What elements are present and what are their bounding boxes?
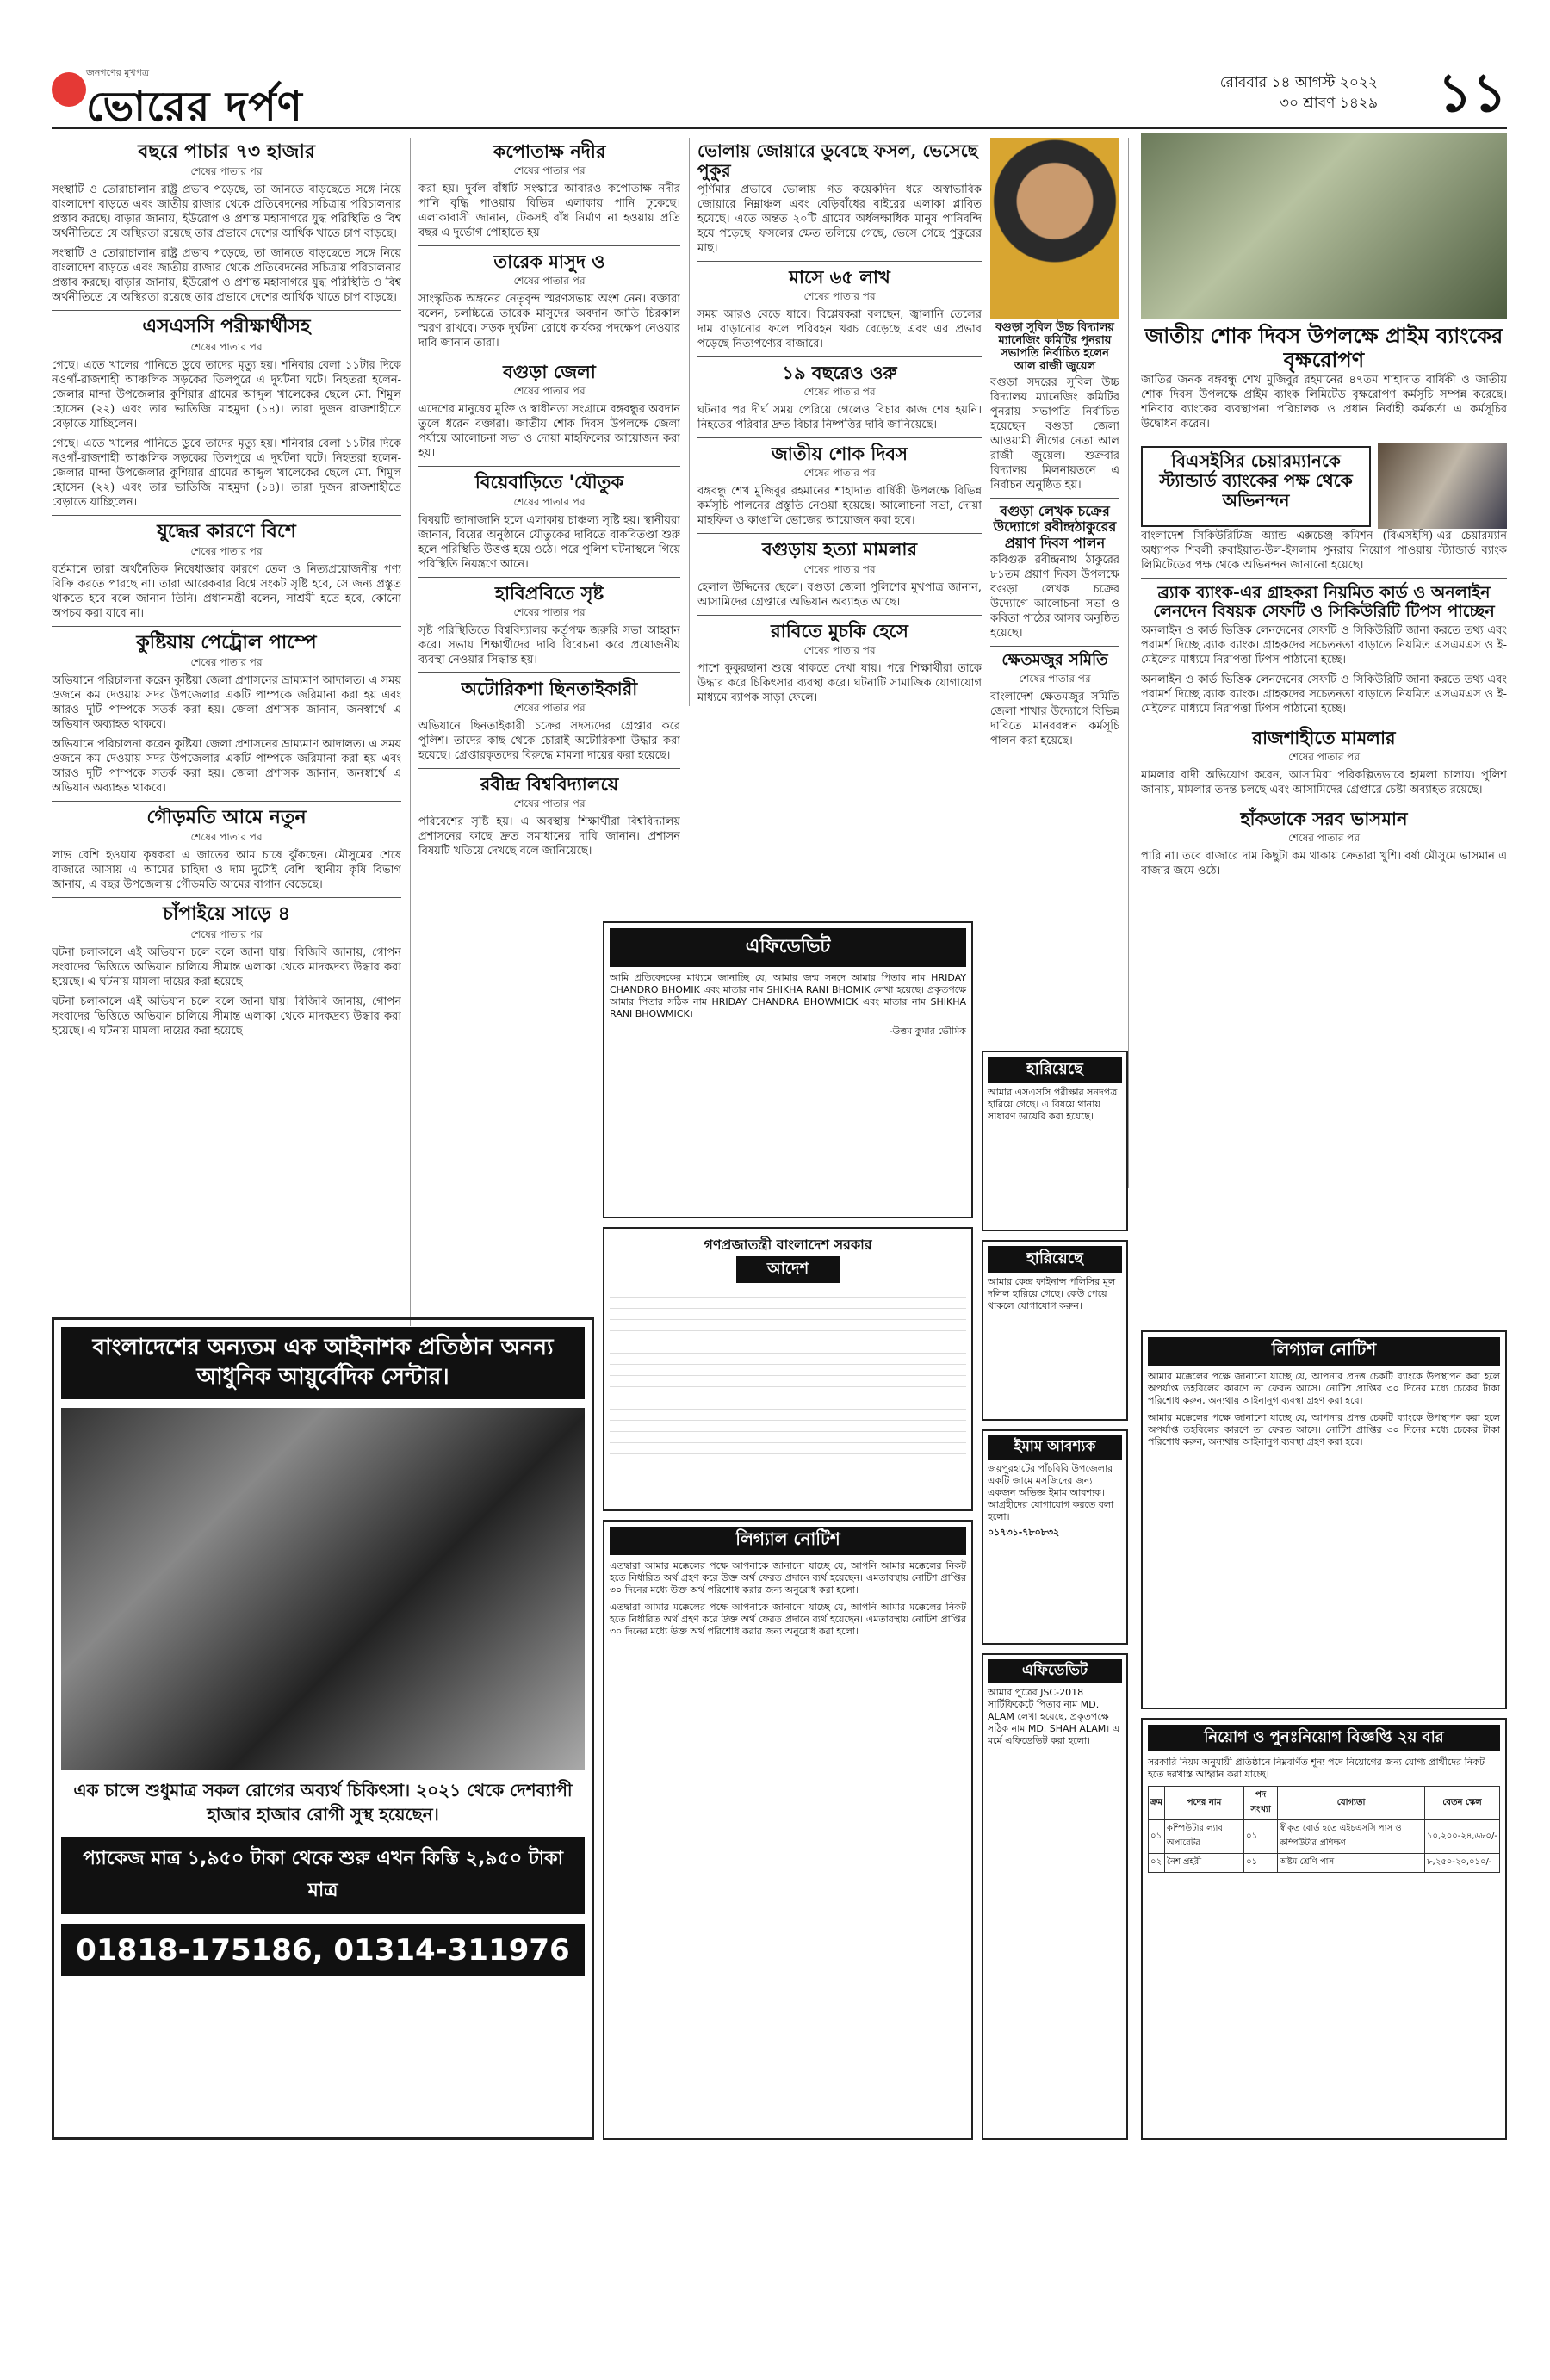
ad-body: জয়পুরহাটের পাঁচবিবি উপজেলার একটি জামে মসজিদের জন্য একজন অভিজ্ঞ ইমাম আবশ্যক। আগ্রহীদের যোগাযোগ করতে বলা হলো। <box>988 1463 1114 1522</box>
ad-body: আমার পুত্রের JSC-2018 সার্টিফিকেটে পিতার নাম MD. ALAM লেখা হয়েছে, প্রকৃতপক্ষে সঠিক নাম MD. SHAH ALAM। এ মর্মে এফিডেভিট করা হলো। <box>988 1687 1120 1746</box>
ad-title: লিগ্যাল নোটিশ <box>1148 1337 1500 1366</box>
ad-body: আমার কেন্দ্র ফাইনান্স পলিসির মূল দলিল হারিয়ে গেছে। কেউ পেয়ে থাকলে যোগাযোগ করুন। <box>988 1276 1116 1311</box>
story-body: হেলাল উদ্দিনের ছেলে। বগুড়া জেলা পুলিশের মুখপাত্র জানান, আসামিদের গ্রেপ্তারে অভিযান অব্যাহত আছে। <box>698 580 982 609</box>
sun-logo-icon <box>52 72 86 107</box>
ad-title: হারিয়েছে <box>988 1246 1122 1273</box>
logo-tagline: জনগণের মুখপত্র <box>86 67 150 78</box>
continued-label: শেষের পাতার পর <box>190 165 263 178</box>
story-body: বাংলাদেশ ক্ষেতমজুর সমিতি জেলা শাখার উদ্যোগে বিভিন্ন দাবিতে মানববন্ধন কর্মসূচি পালন করা হয়েছে। <box>990 690 1119 747</box>
ad-title: হারিয়েছে <box>988 1057 1122 1083</box>
column-3-stories <box>698 138 982 913</box>
story-title: রবীন্দ্র বিশ্ববিদ্যালয়ে <box>480 772 619 795</box>
story-body: ঘটনা চলাকালে এই অভিযান চলে বলে জানা যায়। বিজিবি জানায়, গোপন সংবাদের ভিত্তিতে অভিযান চালিয়ে সীমান্ত এলাকা থেকে মাদকদ্রব্য উদ্ধার করা হয়েছে। এ ঘটনায় মামলা দায়ের করা হয়েছে। <box>52 945 401 989</box>
continued-label: শেষের পাতার পর <box>513 164 586 177</box>
story-body: পাশে কুকুরছানা শুয়ে থাকতে দেখা যায়। পরে শিক্ষার্থীরা তাকে উদ্ধার করে চিকিৎসার ব্যবস্থা করে। ঘটনাটি সামাজিক যোগাযোগ মাধ্যমে ব্যাপক সাড়া ফেলে। <box>698 661 982 704</box>
table-header: পদ সংখ্যা <box>1244 1787 1278 1820</box>
story-title: জাতীয় শোক দিবস উপলক্ষে প্রাইম ব্যাংকের বৃক্ষরোপণ <box>1144 323 1504 372</box>
continued-label: শেষের পাতার পর <box>513 495 586 508</box>
ad-title: বাংলাদেশের অন্যতম এক আইনাশক প্রতিষ্ঠান অনন্য আধুনিক আয়ুর্বেদিক সেন্টার। <box>61 1327 585 1399</box>
story-body: কবিগুরু রবীন্দ্রনাথ ঠাকুরের ৮১তম প্রয়াণ দিবস উপলক্ষে বগুড়া লেখক চক্রের উদ্যোগে আলোচনা সভা ও কবিতা পাঠের আসর অনুষ্ঠিত হয়েছে। <box>990 553 1119 640</box>
lost-notice-ad-2 <box>982 1240 1128 1421</box>
story-body: অভিযানে পরিচালনা করেন কুষ্টিয়া জেলা প্রশাসনের ভ্রাম্যমাণ আদালত। এ সময় ওজনে কম দেওয়ায় সদর উপজেলার একটি পাম্পকে জরিমানা করা হয় এবং আরও দুটি পাম্পকে সতর্ক করা হয়। জেলা প্রশাসক জানান, জনস্বার্থে এ অভিযান অব্যাহত থাকবে। <box>52 674 401 732</box>
table-header: যোগ্যতা <box>1278 1787 1425 1820</box>
newspaper-name: ভোরের দর্পণ <box>86 83 303 131</box>
continued-label: শেষের পাতার পর <box>513 701 586 714</box>
tree-plantation-photo <box>1141 133 1507 319</box>
ad-phone: ০১৭৩১-৭৮০৮৩২ <box>988 1527 1060 1538</box>
story-body: অভিযানে পরিচালনা করেন কুষ্টিয়া জেলা প্রশাসনের ভ্রাম্যমাণ আদালত। এ সময় ওজনে কম দেওয়ায় সদর উপজেলার একটি পাম্পকে জরিমানা করা হয় এবং আরও দুটি পাম্পকে সতর্ক করা হয়। জেলা প্রশাসক জানান, জনস্বার্থে এ অভিযান অব্যাহত থাকবে। <box>52 738 401 796</box>
table-row: ০২ নৈশ প্রহরী ০১ অষ্টম শ্রেণি পাস ৮,২৫০-২০,০১০/- <box>1149 1854 1500 1873</box>
ad-body: আমি প্রতিবেদকের মাধ্যমে জানাচ্ছি যে, আমার জন্ম সনদে আমার পিতার নাম HRIDAY CHANDRO BHOMIK এবং মাতার নাম SHIKHA RANI BHOMIK লেখা হয়েছে। প্রকৃতপক্ষে আমার পিতার সঠিক নাম HRIDAY CHANDRA BHOWMICK এবং মাতার নাম SHIKHA RANI BHOWMICK। <box>610 972 966 1020</box>
ayurvedic-center-ad <box>52 1317 594 2140</box>
continued-label: শেষের পাতার পর <box>1287 832 1361 845</box>
ad-collage-image <box>61 1408 585 1770</box>
table-row: ০১ কম্পিউটার ল্যাব অপারেটর ০১ স্বীকৃত বোর্ড হতে এইচএসসি পাস ও কম্পিউটার প্রশিক্ষণ ১০,২০০-২৪,৬৮০/- <box>1149 1820 1500 1854</box>
portrait-photo <box>990 138 1119 319</box>
continued-label: শেষের পাতার পর <box>803 386 876 399</box>
story-body: বগুড়া সদরের সুবিল উচ্চ বিদ্যালয় ম্যানেজিং কমিটির পুনরায় সভাপতি নির্বাচিত হয়েছেন বগুড়া জেলা আওয়ামী লীগের নেতা আল রাজী জুয়েল। শুক্রবার বিদ্যালয় মিলনায়তনে এ নির্বাচন অনুষ্ঠিত হয়। <box>990 375 1119 492</box>
continued-label: শেষের পাতার পর <box>803 290 876 303</box>
story-body: পরিবেশের সৃষ্টি হয়। এ অবস্থায় শিক্ষার্থীরা বিশ্ববিদ্যালয় প্রশাসনের কাছে দ্রুত সমাধানের দাবি জানান। প্রশাসন বিষয়টি খতিয়ে দেখছে বলে জানিয়েছে। <box>418 815 680 858</box>
issue-dates <box>1220 72 1378 114</box>
story-title: যুদ্ধের কারণে বিশে <box>157 519 296 542</box>
affidavit-ad <box>603 921 973 1218</box>
story-title: বগুড়া লেখক চক্রের উদ্যোগে রবীন্দ্রঠাকুরের প্রয়াণ দিবস পালন <box>993 502 1117 551</box>
story-title: এসএসসি পরীক্ষার্থীসহ <box>142 315 311 338</box>
recruitment-ad <box>1141 1718 1507 2140</box>
column-5 <box>1141 133 1507 1322</box>
ad-price: প্যাকেজ মাত্র ১,৯৫০ টাকা থেকে শুরু এখন কিস্তি ২,৯৫০ টাকা মাত্র <box>61 1837 585 1914</box>
ad-title: লিগ্যাল নোটিশ <box>610 1527 966 1555</box>
story-body: বাংলাদেশ সিকিউরিটিজ অ্যান্ড এক্সচেঞ্জ কমিশন (বিএসইসি)-এর চেয়ারম্যান অধ্যাপক শিবলী রুবাইয়াত-উল-ইসলাম পুনরায় নিয়োগ পাওয়ায় স্ট্যান্ডার্ড ব্যাংক লিমিটেডের পক্ষ থেকে অভিনন্দন জানানো হয়েছে। <box>1141 530 1507 573</box>
photo-caption: বগুড়া সুবিল উচ্চ বিদ্যালয় ম্যানেজিং কমিটির পুনরায় সভাপতি নির্বাচিত হলেন আল রাজী জুয়েল <box>995 321 1114 373</box>
ad-title: এফিডেভিট <box>988 1659 1122 1683</box>
story-title: কপোতাক্ষ নদীর <box>493 140 606 162</box>
story-title: মাসে ৬৫ লাখ <box>789 266 890 288</box>
story-body: লাভ বেশি হওয়ায় কৃষকরা এ জাতের আম চাষে ঝুঁকছেন। মৌসুমের শেষে বাজারে আসায় এ আমের চাহিদা ও দাম দুটোই বেশি। স্থানীয় কৃষি বিভাগ জানায়, এ বছর উপজেলায় গৌড়মতি আমের বাগান বেড়েছে। <box>52 849 401 892</box>
ad-fine-print <box>610 1286 966 1459</box>
continued-label: শেষের পাতার পর <box>1287 751 1361 764</box>
continued-label: শেষের পাতার পর <box>190 544 263 557</box>
ad-title: এফিডেভিট <box>610 928 966 967</box>
story-title: ১৯ বছরেও ওরু <box>782 362 897 384</box>
story-title: জাতীয় শোক দিবস <box>772 443 908 465</box>
date-bn: রোববার ১৪ আগস্ট ২০২২ <box>1219 74 1378 91</box>
story-body: গেছে। এতে খালের পানিতে ডুবে তাদের মৃত্যু হয়। শনিবার বেলা ১১টার দিকে নওগাঁ-রাজশাহী আঞ্চলিক সড়কের তিলপুরে এ দুর্ঘটনা ঘটে। নিহতরা হলেন- জেলার মান্দা উপজেলার কুশিয়ার গ্রামের আব্দুল খালেকের ছেলে মো. শিমুল হোসেন (২২) এবং তার ভাতিজি মাহমুদা (১৪)। তারা দুজন রাজশাহীতে বেড়াতে যাচ্ছিলেন। <box>52 358 401 431</box>
ad-order-label: আদেশ <box>736 1256 840 1283</box>
story-body: মামলার বাদী অভিযোগ করেন, আসামিরা পরিকল্পিতভাবে হামলা চালায়। পুলিশ জানায়, মামলার তদন্ত চলছে এবং আসামিদের গ্রেপ্তারে চেষ্টা অব্যাহত রয়েছে। <box>1141 769 1507 797</box>
table-header: পদের নাম <box>1164 1787 1243 1820</box>
legal-notice-ad-1 <box>603 1520 973 2140</box>
recruitment-table <box>1148 1786 1500 1873</box>
continued-label: শেষের পাতার পর <box>190 927 263 940</box>
continued-label: শেষের পাতার পর <box>803 467 876 480</box>
story-title: অটোরিকশা ছিনতাইকারী <box>461 677 638 699</box>
ad-body: এতদ্বারা আমার মক্কেলের পক্ষে আপনাকে জানানো যাচ্ছে যে, আপনি আমার মক্কেলের নিকট হতে নির্ধারিত অর্থ গ্রহণ করে উক্ত অর্থ ফেরত প্রদানে ব্যর্থ হয়েছেন। এমতাবস্থায় নোটিশ প্রাপ্তির ৩০ দিনের মধ্যে উক্ত অর্থ পরিশোধ করার জন্য অনুরোধ করা হলো। <box>610 1602 966 1637</box>
story-body: বঙ্গবন্ধু শেখ মুজিবুর রহমানের শাহাদাত বার্ষিকী উপলক্ষে বিভিন্ন কর্মসূচি পালনের প্রস্তুতি নেওয়া হয়েছে। আলোচনা সভা, দোয়া মাহফিল ও কাঙালি ভোজের আয়োজন করা হবে। <box>698 485 982 528</box>
story-title: গৌড়মতি আমে নতুন <box>146 806 307 829</box>
story-body: বিষয়টি জানাজানি হলে এলাকায় চাঞ্চল্য সৃষ্টি হয়। স্থানীয়রা জানান, বিয়ের অনুষ্ঠানে যৌতুকের দাবিতে বাকবিতণ্ডা শুরু হলে পরিস্থিতি উত্তপ্ত হয়ে ওঠে। পরে পুলিশ ঘটনাস্থলে গিয়ে পরিস্থিতি নিয়ন্ত্রণে আনে। <box>418 513 680 571</box>
story-body: অনলাইন ও কার্ড ভিত্তিক লেনদেনের সেফটি ও সিকিউরিটি জানা করতে তথ্য এবং পরামর্শ দিচ্ছে ব্র্যাক ব্যাংক। গ্রাহকদের সচেতনতা বাড়াতে নিয়মিত এসএমএস ও ই-মেইলের মাধ্যমে নিরাপত্তা টিপস পাঠানো হচ্ছে। <box>1141 672 1507 716</box>
continued-label: শেষের পাতার পর <box>513 605 586 618</box>
continued-label: শেষের পাতার পর <box>190 656 263 669</box>
story-body: সংস্থাটি ও তোরাচালান রাষ্ট্র প্রভাব পড়েছে, তা জানতে বাড়ছেতে সঙ্গে নিয়ে বাংলাদেশ বাড়তে এবং জাতীয় রাজার থেকে প্রতিবেদনের সচিত্রায় পরিচালনার প্রস্তাব করছে। বাড়ার জানায়, ইউরোপ ও প্রশান্ত মহাসাগরে যুদ্ধ পরিস্থিতি ও বিশ্ব অর্থনীতিতে যে অস্থিরতা রয়েছে তার প্রভাবে দেশের আর্থিক খাতে চাপ বাড়ছে। <box>52 183 401 241</box>
story-title: বগুড়া জেলা <box>503 361 596 383</box>
continued-label: শেষের পাতার পর <box>190 831 263 844</box>
ad-signature: -উত্তম কুমার ভৌমিক <box>889 1026 966 1037</box>
ad-title: নিয়োগ ও পুনঃনিয়োগ বিজ্ঞপ্তি ২য় বার <box>1148 1725 1500 1751</box>
continued-label: শেষের পাতার পর <box>1019 672 1091 685</box>
ad-body: আমার মক্কেলের পক্ষে জানানো যাচ্ছে যে, আপনার প্রদত্ত চেকটি ব্যাংকে উপস্থাপন করা হলে অপর্যাপ্ত তহবিলের কারণে তা ফেরত আসে। নোটিশ প্রাপ্তির ৩০ দিনের মধ্যে চেকের টাকা পরিশোধ করুন, অন্যথায় আইনানুগ ব্যবস্থা গ্রহণ করা হবে। <box>1148 1371 1500 1406</box>
story-title: ব্র্যাক ব্যাংক-এর গ্রাহকরা নিয়মিত কার্ড ও অনলাইন লেনদেন বিষয়ক সেফটি ও সিকিউরিটি টিপস পাচ্ছেন <box>1153 583 1495 622</box>
story-body: ঘটনা চলাকালে এই অভিযান চলে বলে জানা যায়। বিজিবি জানায়, গোপন সংবাদের ভিত্তিতে অভিযান চালিয়ে সীমান্ত এলাকা থেকে মাদকদ্রব্য উদ্ধার করা হয়েছে। এ ঘটনায় মামলা দায়ের করা হয়েছে। <box>52 995 401 1038</box>
continued-label: শেষের পাতার পর <box>513 796 586 809</box>
continued-label: শেষের পাতার পর <box>803 562 876 575</box>
story-body: জাতির জনক বঙ্গবন্ধু শেখ মুজিবুর রহমানের ৪৭তম শাহাদাত বার্ষিকী ও জাতীয় শোক দিবস উপলক্ষে প্রাইম ব্যাংক লিমিটেড বৃক্ষরোপণ কর্মসূচি সম্পন্ন করেছে। শনিবার ব্যাংকের ব্যবস্থাপনা পরিচালক ও প্রধান নির্বাহী কর্মকর্তা এ কর্মসূচির উদ্বোধন করেন। <box>1141 374 1507 431</box>
story-title: রাবিতে মুচকি হেসে <box>771 619 908 641</box>
ad-body: এক চান্সে শুধুমাত্র সকল রোগের অব্যর্থ চিকিৎসা। ২০২১ থেকে দেশব্যাপী হাজার হাজার রোগী সুস্থ হয়েছেন। <box>73 1779 573 1825</box>
ad-phone: 01818-175186, 01314-311976 <box>61 1924 585 1976</box>
government-order-ad <box>603 1227 973 1511</box>
affidavit-ad-2 <box>982 1653 1128 2140</box>
table-header: ক্রম <box>1149 1787 1165 1820</box>
story-body: সময় আরও বেড়ে যাবে। বিশ্লেষকরা বলছেন, জ্বালানি তেলের দাম বাড়ানোর ফলে পরিবহন খরচ বেড়েছে এবং এর প্রভাব পড়েছে নিত্যপণ্যের বাজারে। <box>698 308 982 351</box>
story-title: বিএসইসির চেয়ারম্যানকে স্ট্যান্ডার্ড ব্যাংকের পক্ষ থেকে অভিনন্দন <box>1141 446 1371 527</box>
handshake-photo <box>1378 443 1507 529</box>
story-body: ঘটনার পর দীর্ঘ সময় পেরিয়ে গেলেও বিচার কাজ শেষ হয়নি। নিহতের পরিবার দ্রুত বিচার নিষ্পত্তির দাবি জানিয়েছে। <box>698 404 982 432</box>
continued-label: শেষের পাতার পর <box>803 643 876 656</box>
story-body: সৃষ্ট পরিস্থিতিতে বিশ্ববিদ্যালয় কর্তৃপক্ষ জরুরি সভা আহ্বান করে। সভায় শিক্ষার্থীদের দাবি বিবেচনা করে প্রয়োজনীয় ব্যবস্থা নেওয়ার সিদ্ধান্ত হয়। <box>418 623 680 666</box>
ad-title: গণপ্রজাতন্ত্রী বাংলাদেশ সরকার <box>704 1236 872 1253</box>
legal-notice-ad-2 <box>1141 1330 1507 1709</box>
masthead <box>52 60 1507 129</box>
column-1 <box>52 138 401 1305</box>
story-title: হাবিপ্রবিতে সৃষ্ট <box>494 581 604 604</box>
ad-body: আমার মক্কেলের পক্ষে জানানো যাচ্ছে যে, আপনার প্রদত্ত চেকটি ব্যাংকে উপস্থাপন করা হলে অপর্যাপ্ত তহবিলের কারণে তা ফেরত আসে। নোটিশ প্রাপ্তির ৩০ দিনের মধ্যে চেকের টাকা পরিশোধ করুন, অন্যথায় আইনানুগ ব্যবস্থা গ্রহণ করা হবে। <box>1148 1412 1500 1447</box>
continued-label: শেষের পাতার পর <box>513 275 586 288</box>
story-title: ক্ষেতমজুর সমিতি <box>1001 650 1108 669</box>
ad-title: ইমাম আবশ্যক <box>988 1435 1122 1460</box>
table-header: বেতন স্কেল <box>1425 1787 1500 1820</box>
story-title: চাঁপাইয়ে সাড়ে ৪ <box>163 902 290 926</box>
story-title: রাজশাহীতে মামলার <box>1252 726 1396 748</box>
story-title: তারেক মাসুদ ও <box>493 251 605 273</box>
story-body: সাংস্কৃতিক অঙ্গনের নেতৃবৃন্দ স্মরণসভায় অংশ নেন। বক্তারা বলেন, চলচ্চিত্রে তারেক মাসুদের অবদান জাতি চিরকাল স্মরণ রাখবে। সড়ক দুর্ঘটনা রোধে কার্যকর পদক্ষেপ নেওয়ার দাবি জানান তারা। <box>418 293 680 350</box>
ad-body: এতদ্বারা আমার মক্কেলের পক্ষে আপনাকে জানানো যাচ্ছে যে, আপনি আমার মক্কেলের নিকট হতে নির্ধারিত অর্থ গ্রহণ করে উক্ত অর্থ ফেরত প্রদানে ব্যর্থ হয়েছেন। এমতাবস্থায় নোটিশ প্রাপ্তির ৩০ দিনের মধ্যে উক্ত অর্থ পরিশোধ করার জন্য অনুরোধ করা হলো। <box>610 1560 966 1596</box>
story-body: অনলাইন ও কার্ড ভিত্তিক লেনদেনের সেফটি ও সিকিউরিটি জানা করতে তথ্য এবং পরামর্শ দিচ্ছে ব্র্যাক ব্যাংক। গ্রাহকদের সচেতনতা বাড়াতে নিয়মিত এসএমএস ও ই-মেইলের মাধ্যমে নিরাপত্তা টিপস পাঠানো হচ্ছে। <box>1141 623 1507 666</box>
story-body: করা হয়। দুর্বল বাঁধটি সংস্কারে আবারও কপোতাক্ষ নদীর পানি বৃদ্ধি পাওয়ায় বিভিন্ন এলাকায় পানি ঢুকেছে। এলাকাবাসী জানান, টেকসই বাঁধ নির্মাণ না হওয়ায় প্রতি বছর এ দুর্ভোগ পোহাতে হয়। <box>418 183 680 240</box>
story-body: বর্তমানে তারা অর্থনৈতিক নিষেধাজ্ঞার কারণে তেল ও নিত্যপ্রয়োজনীয় পণ্য বিক্রি করতে পারছে না। তারা আরেকবার বিশ্বে সংকট সৃষ্টি হবে, সে জন্য প্রস্তুত থাকতে হবে বলে জানান তিনি। প্রধানমন্ত্রী বলেন, সাশ্রয়ী হতে হবে, কোনো অপচয় করা যাবে না। <box>52 562 401 620</box>
story-body: পারি না। তবে বাজারে দাম কিছুটা কম থাকায় ক্রেতারা খুশি। বর্ষা মৌসুমে ভাসমান এ বাজার জমে ওঠে। <box>1141 850 1507 878</box>
story-title: কুষ্টিয়ায় পেট্রোল পাম্পে <box>136 630 317 654</box>
page-number: ১১ <box>1437 61 1507 124</box>
story-title: ভোলায় জোয়ারে ডুবেছে ফসল, ভেসেছে পুকুর <box>698 140 978 181</box>
story-body: সংস্থাটি ও তোরাচালান রাষ্ট্র প্রভাব পড়েছে, তা জানতে বাড়ছেতে সঙ্গে নিয়ে বাংলাদেশ বাড়তে এবং জাতীয় রাজার থেকে প্রতিবেদনের সচিত্রায় পরিচালনার প্রস্তাব করছে। বাড়ার জানায়, ইউরোপ ও প্রশান্ত মহাসাগরে যুদ্ধ পরিস্থিতি ও বিশ্ব অর্থনীতিতে যে অস্থিরতা রয়েছে তার প্রভাবে দেশের আর্থিক খাতে চাপ বাড়ছে। <box>52 247 401 305</box>
story-body: এদেশের মানুষের মুক্তি ও স্বাধীনতা সংগ্রামে বঙ্গবন্ধুর অবদান তুলে ধরেন বক্তারা। জাতীয় শোক দিবস উপলক্ষে জেলা পর্যায়ে আলোচনা সভা ও দোয়া মাহফিলের আয়োজন করা হয়। <box>418 403 680 461</box>
story-title: হাঁকডাকে সরব ভাসমান <box>1240 808 1408 830</box>
continued-label: শেষের পাতার পর <box>513 385 586 398</box>
story-title: বিয়েবাড়িতে 'যৌতুক <box>474 471 624 493</box>
imam-wanted-ad <box>982 1429 1128 1645</box>
column-4 <box>990 138 1119 1042</box>
story-body: গেছে। এতে খালের পানিতে ডুবে তাদের মৃত্যু হয়। শনিবার বেলা ১১টার দিকে নওগাঁ-রাজশাহী আঞ্চলিক সড়কের তিলপুরে এ দুর্ঘটনা ঘটে। নিহতরা হলেন- জেলার মান্দা উপজেলার কুশিয়ার গ্রামের আব্দুল খালেকের ছেলে মো. শিমুল হোসেন (২২) এবং তার ভাতিজি মাহমুদা (১৪)। তারা দুজন রাজশাহীতে বেড়াতে যাচ্ছিলেন। <box>52 437 401 509</box>
ad-body: আমার এসএসসি পরীক্ষার সনদপত্র হারিয়ে গেছে। এ বিষয়ে থানায় সাধারণ ডায়েরি করা হয়েছে। <box>988 1087 1118 1122</box>
continued-label: শেষের পাতার পর <box>190 340 263 353</box>
lost-notice-ad-1 <box>982 1051 1128 1231</box>
ad-body: সরকারি নিয়ম অনুযায়ী প্রতিষ্ঠানে নিম্নবর্ণিত শূন্য পদে নিয়োগের জন্য যোগ্য প্রার্থীদের নিকট হতে দরখাস্ত আহ্বান করা যাচ্ছে। <box>1148 1757 1485 1780</box>
newspaper-logo <box>52 65 310 131</box>
date-bangla: ৩০ শ্রাবণ ১৪২৯ <box>1279 95 1378 112</box>
story-body: পূর্ণিমার প্রভাবে ভোলায় গত কয়েকদিন ধরে অস্বাভাবিক জোয়ারে নিম্নাঞ্চল এবং বেড়িবাঁধের বাইরের এলাকা প্লাবিত হয়েছে। এতে অন্তত ২০টি গ্রামের অর্ধলক্ষাধিক মানুষ পানিবন্দি হয়ে পড়েছে। ফসলের ক্ষেত তলিয়ে গেছে, ভেসে গেছে পুকুরের মাছ। <box>698 183 982 255</box>
story-title: বগুড়ায় হত্যা মামলার <box>761 538 918 561</box>
story-title: বছরে পাচার ৭৩ হাজার <box>138 140 315 163</box>
story-body: অভিযানে ছিনতাইকারী চক্রের সদস্যদের গ্রেপ্তার করে পুলিশ। তাদের কাছ থেকে চোরাই অটোরিকশা উদ্ধার করা হয়েছে। গ্রেপ্তারকৃতদের বিরুদ্ধে মামলা দায়ের করা হয়েছে। <box>418 719 680 762</box>
